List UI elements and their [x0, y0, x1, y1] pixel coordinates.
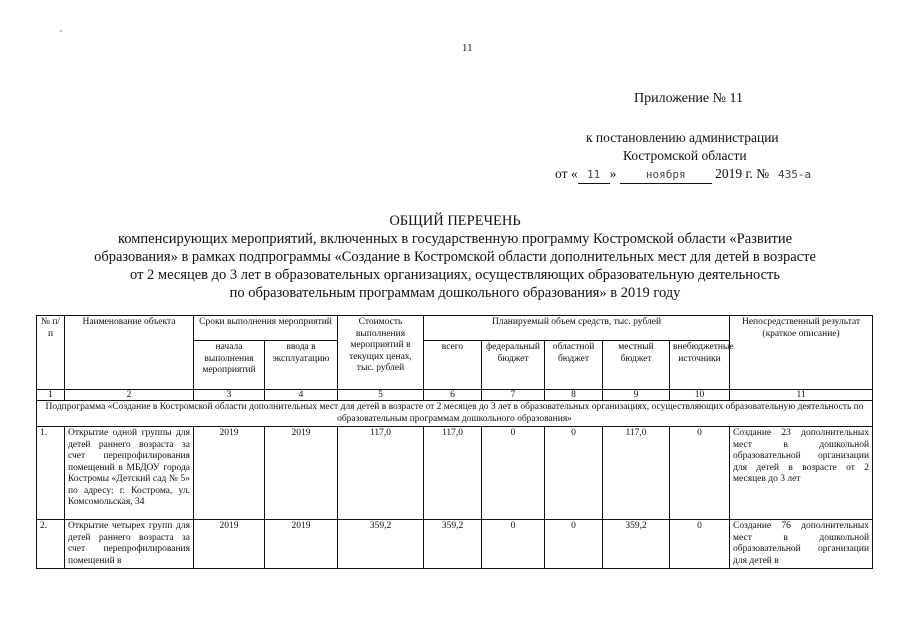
row-regional: 0	[545, 520, 603, 569]
header-start: начала выполнения мероприятий	[194, 341, 265, 390]
header-total: всего	[424, 341, 482, 390]
row-num: 2.	[37, 520, 65, 569]
table-row	[37, 520, 873, 569]
appendix-line-1: к постановлению администрации	[586, 130, 779, 145]
col-number: 2	[65, 390, 194, 401]
row-result: Создание 23 дополнительных мест в дошкольной образовательной организации для детей в возрасте от 2 месяцев до 3 лет	[730, 427, 873, 520]
col-number: 1	[37, 390, 65, 401]
appendix-date-line	[555, 165, 817, 184]
col-number: 9	[603, 390, 670, 401]
heading-title: ОБЩИЙ ПЕРЕЧЕНЬ	[389, 213, 521, 229]
row-federal: 0	[482, 520, 545, 569]
row-total: 117,0	[424, 427, 482, 520]
row-commission: 2019	[265, 427, 338, 520]
heading-line-3: от 2 месяцев до 3 лет в образовательных организациях, осуществляющих образовательную деятельность	[130, 267, 780, 283]
header-name: Наименование объекта	[65, 316, 194, 390]
header-terms: Сроки выполнения мероприятий	[194, 316, 338, 341]
col-number: 5	[338, 390, 424, 401]
row-cost: 117,0	[338, 427, 424, 520]
header-result: Непосредственный результат (краткое описание)	[730, 316, 873, 390]
col-number: 11	[730, 390, 873, 401]
row-local: 359,2	[603, 520, 670, 569]
header-regional: областной бюджет	[545, 341, 603, 390]
col-number: 4	[265, 390, 338, 401]
row-name: Открытие одной группы для детей раннего возраста за счет перепрофилирования помещений в МБДОУ города Костромы «Детский сад № 5» по адресу: г. Кострома, ул. Комсомольская, 34	[65, 427, 194, 520]
measures-table	[36, 315, 873, 569]
col-number: 10	[670, 390, 730, 401]
appendix-title: Приложение № 11	[634, 91, 743, 106]
row-federal: 0	[482, 427, 545, 520]
header-num: № п/п	[37, 316, 65, 390]
row-regional: 0	[545, 427, 603, 520]
header-local: местный бюджет	[603, 341, 670, 390]
date-mid: »	[609, 166, 617, 181]
appendix-line-2: Костромской области	[623, 148, 747, 163]
handwritten-month: ноября	[620, 166, 712, 184]
row-extra: 0	[670, 520, 730, 569]
header-planned: Планируемый объем средств, тыс. рублей	[424, 316, 730, 341]
row-local: 117,0	[603, 427, 670, 520]
row-total: 359,2	[424, 520, 482, 569]
document-heading	[40, 212, 870, 302]
scan-speck	[60, 30, 62, 32]
row-start: 2019	[194, 427, 265, 520]
col-number: 6	[424, 390, 482, 401]
col-number: 3	[194, 390, 265, 401]
header-extra: внебюджетные источники	[670, 341, 730, 390]
table-row	[37, 427, 873, 520]
row-start: 2019	[194, 520, 265, 569]
row-commission: 2019	[265, 520, 338, 569]
heading-line-4: по образовательным программам дошкольного образования» в 2019 году	[229, 285, 681, 301]
row-extra: 0	[670, 427, 730, 520]
row-result: Создание 76 дополнительных мест в дошкольной образовательной организации для детей в	[730, 520, 873, 569]
handwritten-day: 11	[578, 166, 610, 184]
col-number: 8	[545, 390, 603, 401]
date-year: 2019 г. №	[715, 166, 770, 181]
header-federal: федеральный бюджет	[482, 341, 545, 390]
header-commission: ввода в эксплуатацию	[265, 341, 338, 390]
heading-line-2: образования» в рамках подпрограммы «Создание в Костромской области дополнительных мест для детей в возрасте	[94, 249, 816, 265]
subprogram-row: Подпрограмма «Создание в Костромской области дополнительных мест для детей в возрасте от 2 месяцев до 3 лет в образовательных организациях, осуществляющих образовательную деятельность по образовательным программам дошкольного образования»	[37, 401, 873, 427]
row-name: Открытие четырех групп для детей раннего возраста за счет перепрофилирования помещений в	[65, 520, 194, 569]
row-num: 1.	[37, 427, 65, 520]
page-number: 11	[462, 42, 473, 54]
header-cost: Стоимость выполнения мероприятий в текущих ценах, тыс. рублей	[338, 316, 424, 390]
row-cost: 359,2	[338, 520, 424, 569]
date-prefix: от «	[555, 166, 578, 181]
handwritten-number: 435-а	[777, 168, 812, 181]
col-number: 7	[482, 390, 545, 401]
heading-line-1: компенсирующих мероприятий, включенных в государственную программу Костромской области «Развитие	[117, 231, 793, 247]
